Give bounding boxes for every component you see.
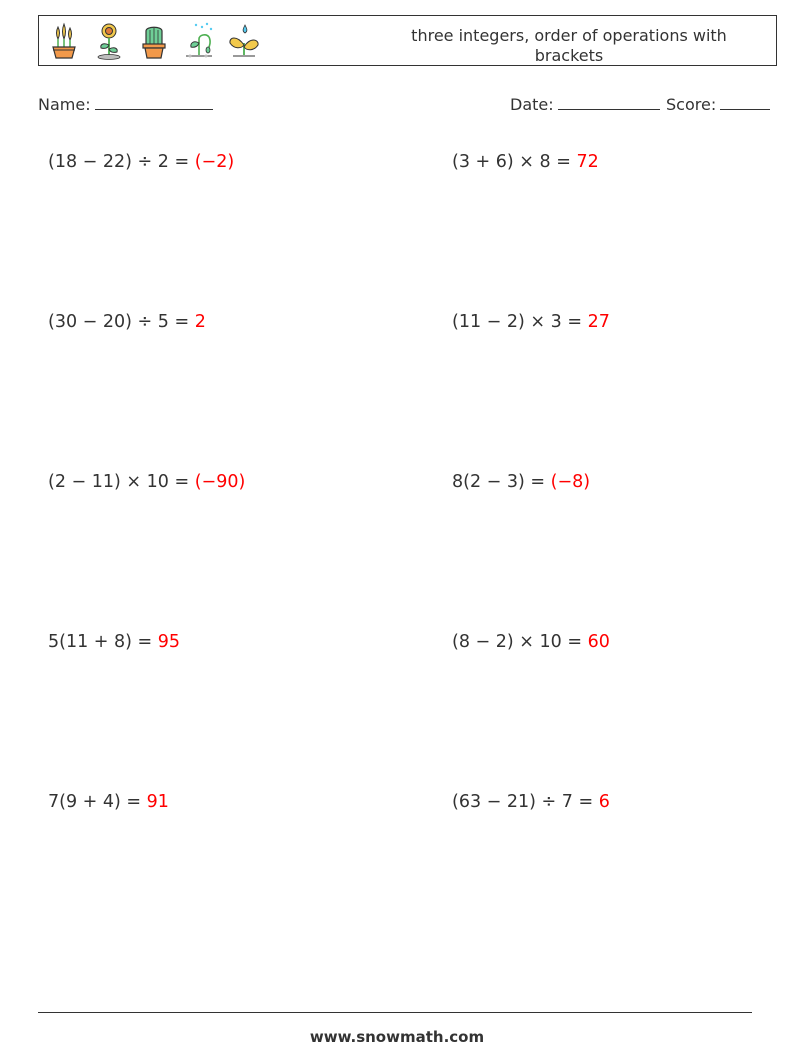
- problem-expression: (18 − 22) ÷ 2 =: [48, 152, 190, 172]
- problem-8: [452, 630, 610, 654]
- problem-6: [452, 470, 590, 494]
- problem-expression: (2 − 11) × 10 =: [48, 472, 190, 492]
- name-field: [38, 92, 213, 116]
- worksheet-title: three integers, order of operations with brackets: [411, 26, 727, 65]
- score-blank: [720, 92, 770, 110]
- problem-expression: (30 − 20) ÷ 5 =: [48, 312, 190, 332]
- potted-wheat-icon: [47, 21, 81, 61]
- problem-expression: 7(9 + 4) =: [48, 792, 142, 812]
- name-label: Name:: [38, 95, 91, 114]
- problem-expression: (11 − 2) × 3 =: [452, 312, 582, 332]
- date-blank: [558, 92, 660, 110]
- watered-sprout-icon: [182, 21, 216, 61]
- problem-expression: (63 − 21) ÷ 7 =: [452, 792, 594, 812]
- problem-answer: 95: [157, 632, 181, 652]
- worksheet-header: [38, 15, 777, 66]
- sunflower-icon: [92, 21, 126, 61]
- problem-answer: (−90): [194, 472, 246, 492]
- problem-4: [452, 310, 610, 334]
- problem-expression: (3 + 6) × 8 =: [452, 152, 571, 172]
- problem-answer: 72: [576, 152, 599, 172]
- problem-10: [452, 790, 610, 814]
- problem-answer: 2: [194, 312, 206, 332]
- problem-answer: (−8): [550, 472, 591, 492]
- score-field: [666, 92, 770, 116]
- problem-answer: 6: [598, 792, 610, 812]
- problem-expression: (8 − 2) × 10 =: [452, 632, 582, 652]
- date-label: Date:: [510, 95, 554, 114]
- problem-9: [48, 790, 169, 814]
- sprout-with-droplet-icon: [227, 21, 261, 61]
- problem-3: [48, 310, 206, 334]
- problem-2: [452, 150, 599, 174]
- problem-1: [48, 150, 234, 174]
- problem-answer: 91: [146, 792, 169, 812]
- problem-answer: (−2): [194, 152, 235, 172]
- problem-answer: 60: [587, 632, 610, 652]
- problem-answer: 27: [587, 312, 610, 332]
- problem-7: [48, 630, 180, 654]
- problem-5: [48, 470, 245, 494]
- footer-url: www.snowmath.com: [309, 1028, 485, 1046]
- footer-divider: [38, 1012, 752, 1013]
- potted-cactus-icon: [137, 21, 171, 61]
- name-blank: [95, 92, 213, 110]
- score-label: Score:: [666, 95, 717, 114]
- problem-expression: 8(2 − 3) =: [452, 472, 546, 492]
- date-field: [510, 92, 660, 116]
- problem-expression: 5(11 + 8) =: [48, 632, 153, 652]
- header-icon-row: [47, 20, 272, 62]
